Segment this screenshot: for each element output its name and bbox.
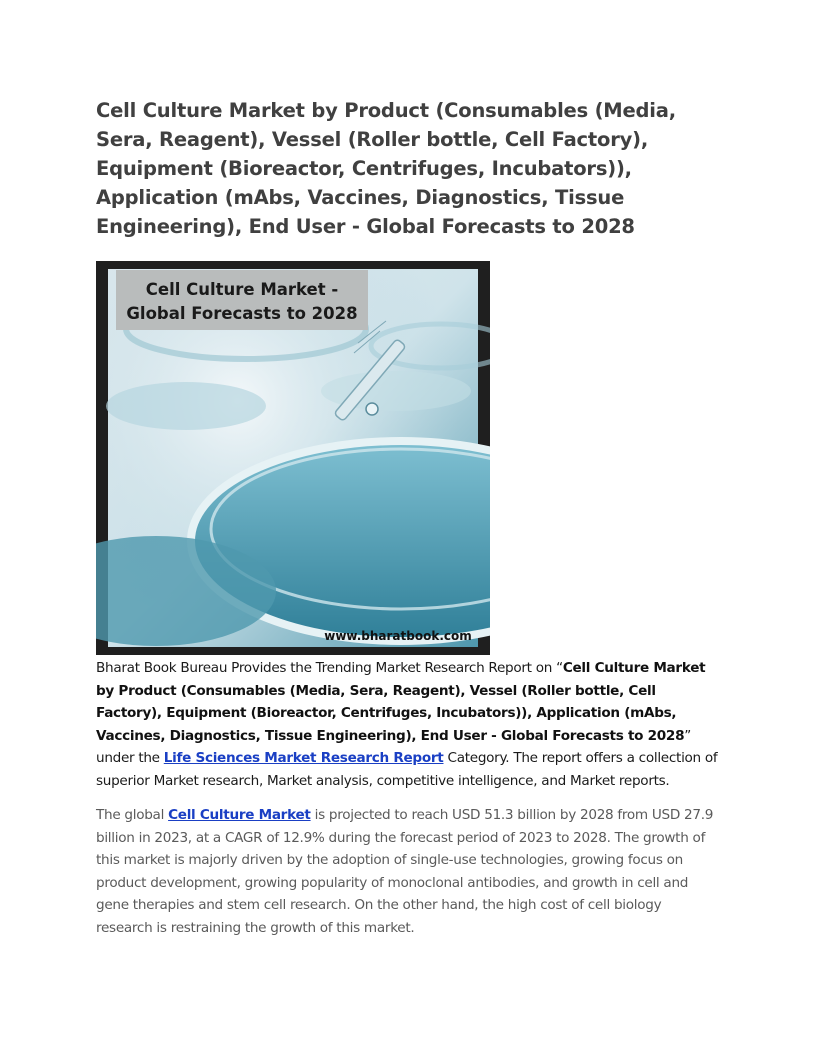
hero-headline-line2: Global Forecasts to 2028 [126,304,358,323]
intro-text: Bharat Book Bureau Provides the Trending Market Research Report on “ [96,660,563,676]
intro-rest: Category. The report offers a collection of superior Market research, Market analysis, competitive intelligence, and Market reports. [96,750,718,789]
cover-image [96,261,490,655]
document-title: Cell Culture Market by Product (Consumables (Media, Sera, Reagent), Vessel (Roller bottle, Cell Factory), Equipment (Bioreactor, Centrifuges, Incubators)), Application (mAbs, Vaccines, Diagnostics, Tissue Engineering), End User - Global Forecasts to 2028 [96,99,676,238]
under-text: ” under the [96,727,692,767]
market-body: is projected to reach USD 51.3 billion by 2028 from USD 27.9 billion in 2023, at a CAGR of 12.9% during the forecast period of 2023 to 2028. The growth of this market is majorly driven by the adoption of single-use technologies, growing focus on product development, growing popularity of monoclonal antibodies, and growth in cell and gene therapies and stem cell research. On the other hand, the high cost of cell biology research is restraining the growth of this market. [96,807,714,936]
market-paragraph [96,804,718,940]
hero-headline-line1: Cell Culture Market - [145,280,339,299]
petri-dish-photo [96,261,490,655]
cell-culture-market-link[interactable]: Cell Culture Market [168,807,311,823]
report-title: Cell Culture Market by Product (Consumables (Media, Sera, Reagent), Vessel (Roller bottle, Cell Factory), Equipment (Bioreactor, Centrifuges, Incubators)), Application (mAbs, Vaccines, Diagnostics, Tissue Engineering), End User - Global Forecasts to 2028 [96,660,706,744]
market-lead: The global [96,807,169,823]
intro-paragraph [96,657,718,793]
hero-website: www.bharatbook.com [324,629,472,643]
life-sciences-category-link[interactable]: Life Sciences Market Research Report [163,750,444,767]
